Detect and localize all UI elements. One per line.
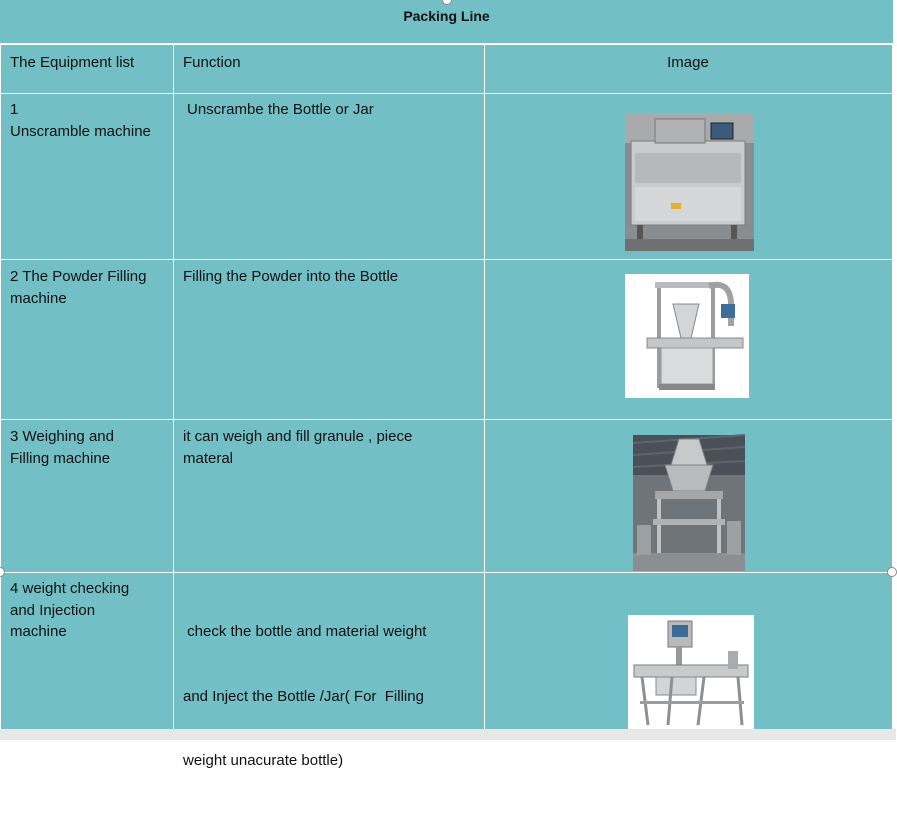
column-divider — [484, 45, 485, 729]
resize-handle[interactable] — [887, 567, 897, 577]
function-text: and Inject the Bottle /Jar( For Filling — [183, 687, 424, 705]
function-text: materal — [183, 449, 234, 467]
equipment-text: Filling machine — [10, 449, 111, 467]
equipment-text: 1 — [10, 101, 19, 118]
equipment-text: 4 weight checking — [10, 580, 130, 597]
function-cell — [183, 578, 426, 815]
equipment-cell — [10, 578, 129, 643]
equipment-text: and Injection — [10, 601, 96, 619]
row-divider — [0, 419, 893, 420]
equipment-cell — [10, 426, 114, 469]
equipment-text: 3 Weighing and — [10, 428, 114, 445]
function-text: it can weigh and fill granule , piece — [183, 428, 413, 445]
function-text: weight unacurate bottle) — [183, 752, 344, 769]
header-function: Function — [183, 54, 241, 71]
row-divider — [0, 259, 893, 260]
unscrambler-machine-image — [625, 113, 754, 251]
function-cell — [183, 426, 412, 469]
powder-filling-machine-image — [625, 274, 749, 398]
header-image: Image — [667, 54, 709, 71]
table-title: Packing Line — [0, 0, 893, 45]
function-text: Filling the Powder into the Bottle — [183, 268, 399, 285]
equipment-cell — [10, 99, 151, 142]
function-cell — [187, 99, 374, 121]
row-divider — [0, 93, 893, 94]
row-divider — [0, 572, 893, 573]
equipment-cell — [10, 266, 146, 309]
multihead-weigher-image — [633, 435, 745, 571]
equipment-text: Unscramble machine — [10, 122, 151, 140]
status-bar — [0, 729, 896, 740]
function-text: Unscrambe the Bottle or Jar — [187, 101, 374, 118]
column-divider — [173, 45, 174, 729]
function-cell — [183, 266, 398, 288]
equipment-text: machine — [10, 623, 67, 640]
function-text: check the bottle and material weight — [183, 623, 427, 640]
column-divider — [892, 45, 893, 729]
column-divider — [0, 45, 1, 729]
equipment-text: machine — [10, 289, 67, 307]
equipment-text: 2 The Powder Filling — [10, 268, 147, 285]
checkweigher-image — [628, 615, 754, 729]
header-equipment: The Equipment list — [10, 54, 135, 71]
